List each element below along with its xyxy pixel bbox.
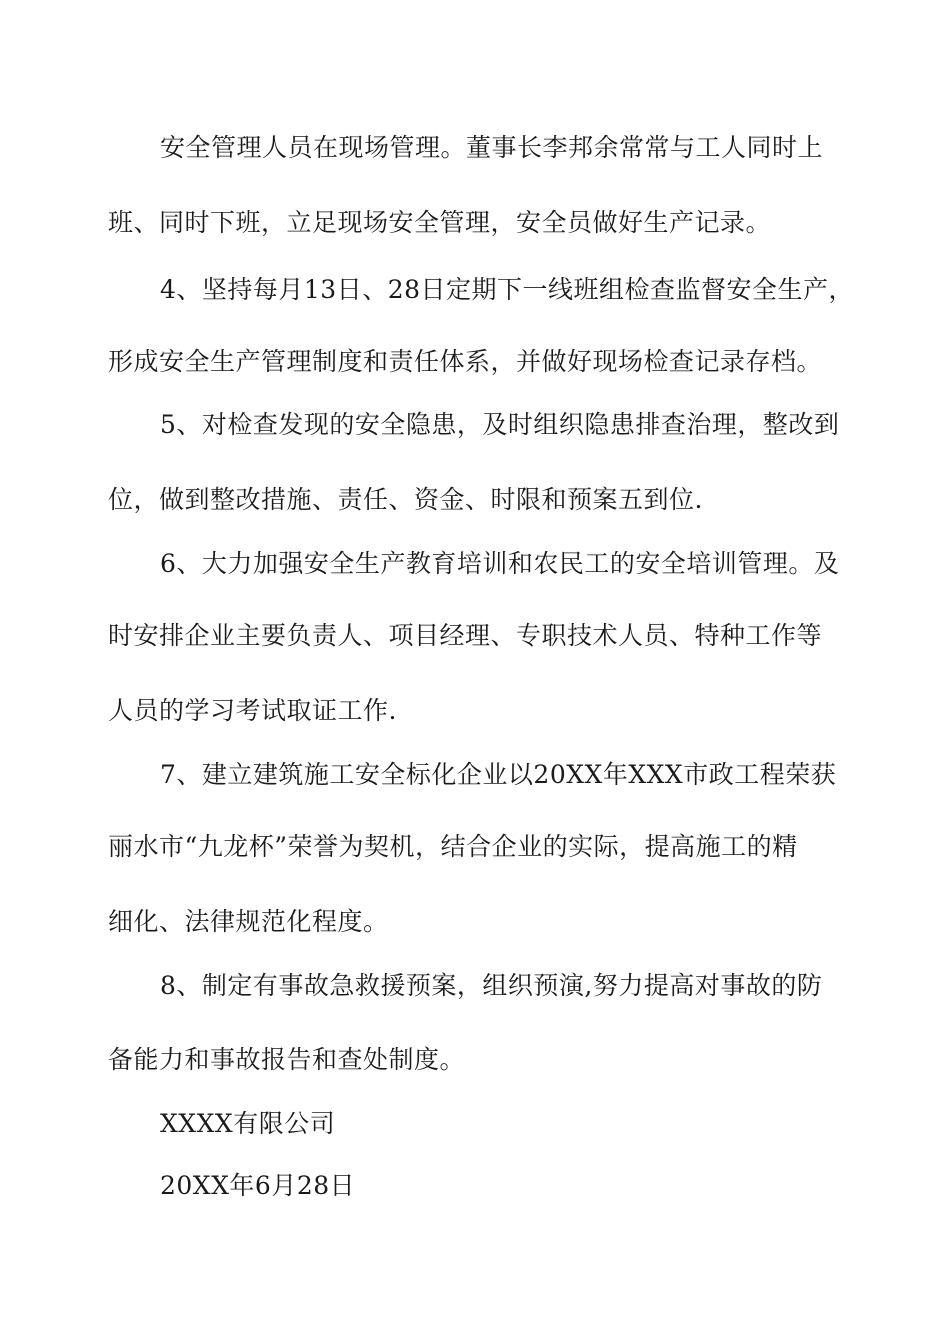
paragraph-line: 细化、法律规范化程度。 [108, 907, 389, 936]
paragraph-line: 7、建立建筑施工安全标化企业以20XX年XXX市政工程荣获 [160, 760, 837, 789]
paragraph-line: 安全管理人员在现场管理。董事长李邦余常常与工人同时上 [160, 133, 824, 162]
paragraph-line: 时安排企业主要负责人、项目经理、专职技术人员、特种工作等 [108, 621, 823, 650]
paragraph-line: 形成安全生产管理制度和责任体系，并做好现场检查记录存档。 [108, 347, 823, 376]
paragraph-line: 5、对检查发现的安全隐患，及时组织隐患排查治理，整改到 [160, 410, 840, 439]
paragraph-line: 位，做到整改措施、责任、资金、时限和预案五到位. [108, 485, 703, 514]
paragraph-line: 班、同时下班，立足现场安全管理，安全员做好生产记录。 [108, 208, 772, 237]
signature-date: 20XX年6月28日 [160, 1171, 356, 1200]
paragraph-line: 丽水市“九龙杯”荣誉为契机，结合企业的实际，提高施工的精 [108, 832, 798, 861]
paragraph-line: 人员的学习考试取证工作. [108, 696, 397, 725]
paragraph-line: 6、大力加强安全生产教育培训和农民工的安全培训管理。及 [160, 549, 840, 578]
signature-company: XXXX有限公司 [160, 1109, 336, 1138]
paragraph-line: 4、坚持每月13日、28日定期下一线班组检查监督安全生产， [160, 275, 855, 304]
paragraph-line: 8、制定有事故急救援预案，组织预演,努力提高对事故的防 [160, 971, 823, 1000]
paragraph-line: 备能力和事故报告和查处制度。 [108, 1045, 466, 1074]
